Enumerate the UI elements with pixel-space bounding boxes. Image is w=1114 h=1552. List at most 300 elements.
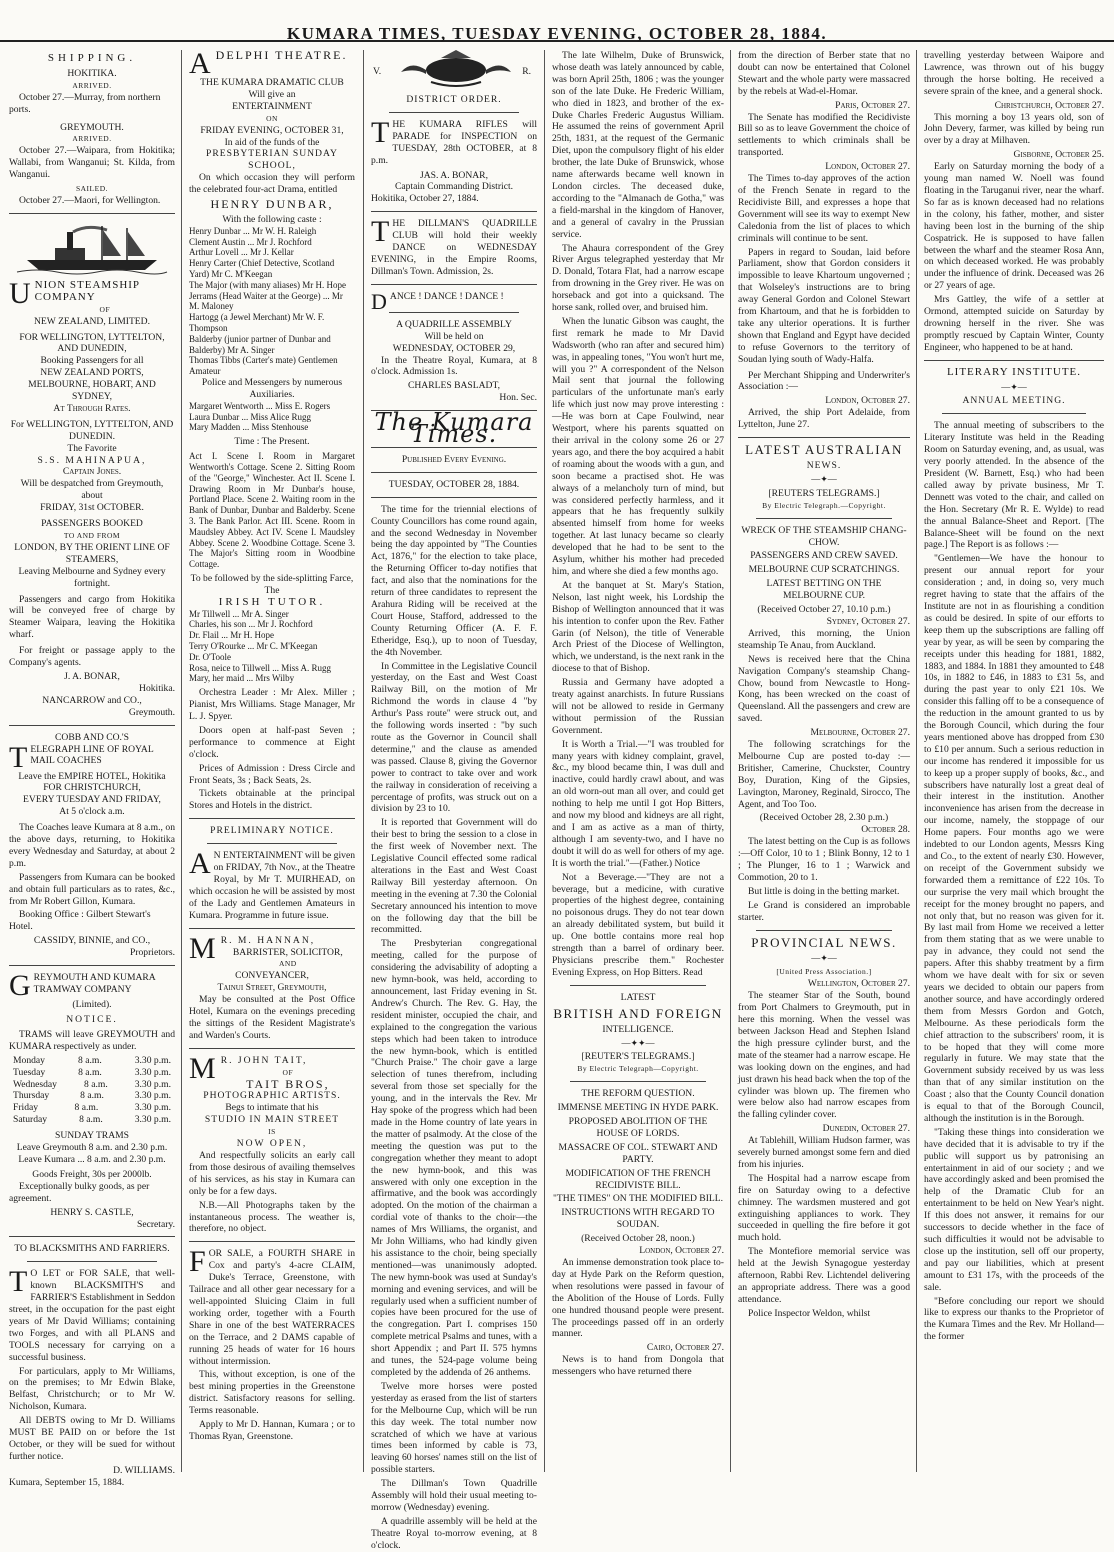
divider — [738, 437, 910, 438]
sailed-entry: October 27.—Maori, for Wellington. — [19, 194, 161, 206]
british-foreign-heading: BRITISH AND FOREIGN — [553, 1005, 723, 1021]
tickets: Tickets obtainable at the principal Stores and Hotels in the district. — [189, 788, 355, 812]
drop-cap: T — [9, 1265, 28, 1299]
drop-cap: D — [371, 288, 387, 314]
divider — [189, 1241, 355, 1242]
goods-bulky: Exceptionally bulky goods, as per agreement. — [9, 1180, 150, 1204]
dateline-melbourne: Melbourne, October 27. — [810, 727, 910, 739]
list-item: Laura Dunbar ... Miss Alice Rugg — [189, 411, 311, 422]
bonar-date: Hokitika, October 27, 1884. — [371, 193, 479, 205]
tram-am: 8 a.m. — [78, 1066, 102, 1078]
cobb-proprietors-label: Proprietors. — [129, 947, 175, 959]
sale-body: OR SALE, a FOURTH SHARE in Cox and party's 4-acre CLAIM, Duke's Terrace, Greenstone, with Tailrace and all other gear necessary for a well-appointed Sluicing Claim in full working order, together with a Fourth Share in one of the best WATERRACES on the Terrace, and 2 DAMS capable of running 25 heads of water for 16 hours without intermission. — [189, 1248, 355, 1367]
tram-pm: 3.30 p.m. — [134, 1090, 171, 1102]
article-tablehill: At Tablehill, William Hudson farmer, was severely burned amongst some fern and died from his injuries. — [738, 1135, 910, 1170]
sunday-1: Leave Greymouth 8 a.m. and 2.30 p.m. — [16, 1142, 168, 1154]
tram-day: Monday — [13, 1054, 45, 1066]
divider — [9, 725, 175, 726]
drop-cap: T — [371, 115, 390, 149]
tait-bros: TAIT BROS, — [246, 1076, 330, 1091]
freight-notice: For freight or passage apply to the Company's agents. — [9, 645, 175, 669]
tram-pm: 3.30 p.m. — [134, 1078, 171, 1090]
table-row — [9, 1067, 175, 1079]
tram-pm: 3.30 p.m. — [134, 1102, 171, 1114]
passengers-london: LONDON, BY THE ORIENT LINE OF STEAMERS, — [14, 541, 170, 565]
dance-heading: ANCE ! DANCE ! DANCE ! — [389, 290, 504, 302]
received-label-2: (Received October 28, 2.30 p.m.) — [759, 812, 889, 824]
dance-date: WEDNESDAY, OCTOBER 29, — [392, 342, 516, 354]
drop-cap: M — [189, 1051, 218, 1085]
drop-cap: T — [371, 215, 390, 249]
time-label: Time : The Present. — [234, 436, 310, 448]
list-item: Mary Madden ... Miss Stenhouse — [189, 422, 309, 433]
blacksmith-body-3: All DEBTS owing to Mr D. Williams MUST BE PAID on or before the 1st October, or they will be sued for without further notice. — [9, 1415, 175, 1462]
editorial-3: It is reported that Government will do their best to bring the session to a close in the first week of November next. The Legislative Council effected some radical alterations in the East and West Coast Railway Bill yesterday afternoon. On meeting in the evening at 7.30 the Colonial Secretary announced his intention to move on the following day that the bill be recommitted. — [371, 817, 537, 936]
divider — [189, 818, 355, 819]
article-waipore: travelling yesterday between Waipore and Lawrence, was thrown out of his buggy through the horse bolting. He received a severe sprain of the knee, and a general shock. — [924, 50, 1104, 97]
divider — [756, 518, 892, 519]
list-item: Rosa, neice to Tillwell ... Miss A. Rugg — [189, 662, 332, 673]
column-rule — [916, 50, 917, 1472]
union-ports: NEW ZEALAND PORTS, MELBOURNE, HOBART, AND SYDNEY, — [28, 367, 156, 403]
tram-am: 8 a.m. — [80, 1090, 104, 1102]
column-5 — [733, 50, 915, 1472]
subhead-1: WRECK OF THE STEAMSHIP CHANG-CHOW. — [741, 524, 907, 548]
bonar-name: JAS. A. BONAR, — [420, 169, 488, 181]
dateline-london: London, October 27. — [639, 1245, 724, 1257]
article-star-south: The steamer Star of the South, bound from Port Chalmers to Greymouth, put in here this morning. When the vessel was between Jackson Head and Stephen Island the high pressure cylinder burst, and the mate of the steamer had a narrow escape. He was looking down on the engines, and had just drawn his head back when the top of the cylinder was blown up. The firemen who were below also had narrow escapes from the falling cylinder cover. — [738, 990, 910, 1121]
divider — [942, 413, 1086, 414]
drop-cap: M — [189, 931, 218, 965]
dramatic-club: THE KUMARA DRAMATIC CLUB — [200, 77, 344, 88]
cast-list-3 — [189, 609, 355, 685]
union-booking: Booking Passengers for all — [40, 355, 144, 367]
list-item: The Major (with many aliases) Mr H. Hope — [189, 279, 346, 290]
cobb-body-2: Passengers from Kumara can be booked and obtain full particulars as to rates, &c., from Mr Robert Gillon, Kumara. — [9, 871, 175, 907]
presbyterian-school: PRESBYTERIAN SUNDAY SCHOOL, — [206, 148, 338, 172]
table-row — [9, 1090, 175, 1102]
divider — [371, 211, 537, 212]
dateline-london-2: London, October 27. — [825, 395, 910, 407]
tram-pm: 3.30 p.m. — [134, 1054, 171, 1066]
article-soudan: Papers in regard to Soudan, laid before Parliament, show that Gordon considers it impossible to leave Khartoum ungoverned ; that Wolseley's instructions are to bring away General Gordon and Colonel Stewart from Khartoum, and that he is forbidden to take any ulterior operations. It is further shown that England and Egypt have decided to refuse Governors to the territory of Soudan lying south of Wady-Halfa. — [738, 246, 910, 365]
subhead-4: LATEST BETTING ON THE MELBOURNE CUP. — [766, 578, 882, 602]
reuters-label: [REUTER'S TELEGRAMS.] — [581, 1051, 695, 1063]
tramway-body: TRAMS will leave GREYMOUTH and KUMARA respectively as under. — [9, 1028, 175, 1052]
column-rule — [544, 50, 545, 1472]
merchant-shipping: Per Merchant Shipping and Underwriter's Association :— — [738, 369, 910, 393]
dateline-gisborne: Gisborne, October 25. — [1013, 149, 1104, 161]
divider — [27, 1261, 157, 1262]
held-on: Will be held on — [424, 330, 484, 342]
divider — [924, 360, 1104, 361]
arrived-label: ARRIVED. — [72, 134, 112, 144]
volunteer-crest-icon — [371, 50, 541, 90]
article-montefiore: The Montefiore memorial service was held at the Jewish Synagogue yesterday afternoon, Rabbi Rev. Lichtendel delivering an appropriate address. There was a good attendance. — [738, 1246, 910, 1305]
followed-by: To be followed by the side-splitting Farce, The — [190, 572, 354, 596]
drop-cap: F — [189, 1245, 206, 1279]
hannan-address: Tainui Street, Greymouth, — [217, 982, 327, 994]
tram-am: 8 a.m. — [78, 1054, 102, 1066]
preliminary-body: N ENTERTAINMENT will be given on FRIDAY, 7th Nov., at the Theatre Royal, by Mr T. MUIRHEAD, on which occasion he will be assisted by most of the Lady and Gentlemen Amateurs in Kumara. Programme in future issue. — [189, 850, 355, 921]
table-row — [9, 1079, 175, 1091]
list-item: Jerrams (Head Waiter at the George) ... Mr M. Maloney — [189, 290, 343, 312]
greymouth-heading: GREYMOUTH. — [60, 121, 124, 133]
on-label: ON — [266, 113, 278, 123]
tram-day: Wednesday — [13, 1078, 57, 1090]
passengers-to: TO AND FROM — [63, 531, 121, 540]
column-rule — [181, 50, 182, 1472]
annual-meeting: ANNUAL MEETING. — [962, 395, 1066, 407]
reform-heading: THE REFORM QUESTION. — [581, 1088, 695, 1100]
crest-v: V. — [373, 66, 382, 77]
dateline-wellington: Wellington, October 27. — [807, 978, 910, 990]
divider — [9, 1236, 175, 1237]
list-item: Hartogg (a Jewel Merchant) Mr W. F. Thompson — [189, 312, 325, 334]
provincial-heading: PROVINCIAL NEWS. — [751, 934, 897, 950]
hokitika-entry: October 27.—Murray, from northern ports. — [9, 91, 161, 115]
paper-date: TUESDAY, OCTOBER 28, 1884. — [388, 478, 520, 490]
dateline-oct-28: October 28. — [861, 824, 910, 836]
list-item: Charles, his son ... Mr J. Rochford — [189, 619, 313, 630]
cobb-days: EVERY TUESDAY AND FRIDAY, — [23, 794, 161, 806]
article-betting-market: But little is doing in the betting market. — [748, 885, 900, 897]
cobb-line: ELEGRAPH LINE OF ROYAL MAIL COACHES — [30, 743, 154, 767]
article-gattley: Mrs Gattley, the wife of a settler at Ormond, attempted suicide on Saturday by drowning herself in the river. She was promptly rescued by Captain Winter, County Engineer, who happened to be at hand. — [924, 294, 1104, 353]
article-ahaura: The Ahaura correspondent of the Grey River Argus telegraphed yesterday that Mr D. Donald, Totara Flat, had a narrow escape from drowning in the Grey river. He was on horseback and got into a quicksand. The horse sank, rolled over, and bruised him. — [552, 242, 724, 314]
list-item: Arthur Lovell ... Mr J. Kellar — [189, 247, 294, 258]
divider — [389, 112, 519, 113]
literary-heading: LITERARY INSTITUTE. — [946, 365, 1082, 378]
received-label: (Received October 27, 10.10 p.m.) — [757, 604, 891, 616]
union-rates: At Through Rates. — [53, 402, 131, 414]
tramway-notice: NOTICE. — [66, 1014, 118, 1025]
dateline-dunedin: Dunedin, October 27. — [822, 1123, 910, 1135]
article-noell: Early on Saturday morning the body of a young man named W. Noell was found floating in the Taruganui river, near the wharf. So far as is known deceased had no relations in the colony, his father, mother, and sister having been lost in the burning of the ship Cospatrick. He is supposed to have fallen between the wharf and the steamer Rosa Ann, on which deceased worked. He was probably under the influence of drink. Deceased was 26 or 27 years of age. — [924, 161, 1104, 292]
sunday-2: Leave Kumara ... 8 a.m. and 2.30 p.m. — [18, 1153, 166, 1165]
union-despatch: Will be despatched from Greymouth, about — [20, 478, 164, 502]
column-rule — [363, 50, 364, 1472]
dateline-cairo: Cairo, October 27. — [646, 1342, 724, 1354]
list-item: Margaret Wentworth ... Miss E. Rogers — [189, 400, 331, 411]
subhead-1: IMMENSE MEETING IN HYDE PARK. — [557, 1102, 719, 1114]
cobb-proprietors: CASSIDY, BINNIE, and CO., — [33, 935, 151, 947]
article-te-anau: Arrived, this morning, the Union steamship Te Anau, from Auckland. — [738, 627, 910, 651]
drop-cap: G — [9, 969, 31, 1003]
hannan-name: R. M. HANNAN, — [220, 934, 316, 946]
advert-hop-bitters-1: It is Worth a Trial.—"I was troubled for many years with kidney complaint, gravel, &c., my blood became thin, I was dull and inactive, could hardly crawl about, and was an old worn-out man all over, and could get nothing to help me until I got Hop Bitters, and now my blood and kidneys are all right, and I am as active as a man of thirty, although I am seventy-two, and I have no doubt it will do as well for others of my age. It is worth the trial."—(Father.) Notice — [552, 738, 724, 869]
passengers-booked: PASSENGERS BOOKED — [41, 518, 143, 530]
steamship-icon — [17, 220, 167, 276]
acts: Act I. Scene I. Room in Margaret Wentworth's Cottage. Scene 2. Sitting Room of the "George," Winchester. Act II. Scene I. Drawing Room in Mr Dunbar's house, Portland Place. Scene 2. Waiting room in the Bank of Dunbar, Dunbar and Balderby. Scene 3. The Bank Parlor. Act III. Scene. Room in Maudsley Abbey. Act IV. Scene I. Maudsley Abbey. Scene 2. Woodbine Cottage. Scene 3. The Major's Sitting room in Woodbine Cottage. — [189, 451, 355, 570]
article-russia: Russia and Germany have adopted a treaty against anarchists. In future Russians will not be allowed to reside in Germany without permission of the Russian Government. — [552, 677, 724, 736]
column-1 — [4, 50, 180, 1488]
column-4 — [547, 50, 729, 1472]
subhead-3: MASSACRE OF COL. STEWART AND PARTY. — [558, 1141, 718, 1165]
subhead-5: "THE TIMES" ON THE MODIFIED BILL. — [552, 1193, 724, 1205]
agent-1: J. A. BONAR, — [64, 670, 120, 682]
basladt-title: Hon. Sec. — [499, 392, 537, 404]
secretary-name: HENRY S. CASTLE, — [50, 1206, 134, 1218]
list-item: Thomas Tibbs (Carter's mate) Gentlemen Amateur — [189, 355, 338, 377]
blacksmith-body: O LET or FOR SALE, that well-known BLACKSMITH'S and FARRIER'S Establishment in Seddon street, in the occupation for the past eight years of Mr David Williams; containing two Forges, and with all PLANS and TOOLS necessary for carrying on a successful business. — [9, 1268, 175, 1363]
list-item: Dr. Flail ... Mr H. Hope — [189, 630, 274, 641]
article-port-adelaide: Arrived, the ship Port Adelaide, from Lyttelton, June 27. — [738, 407, 910, 431]
passengers-leave: Leaving Melbourne and Sydney every fortnight. — [18, 565, 166, 589]
tait-begs: Begs to intimate that his — [225, 1102, 319, 1114]
list-item: Clement Austin ... Mr J. Rochford — [189, 236, 312, 247]
hannan-and: AND — [278, 959, 297, 969]
editorial-6: The Dillman's Town Quadrille Assembly will hold their usual meeting to-morrow (Wednesday) evening. — [371, 1478, 537, 1513]
article-hospital: The Hospital had a narrow escape from fire on Saturday owing to a defective chimney. The wardsmen mustered and got extinguishing appliances to work. They succeeded in quelling the fire before it got much hold. — [738, 1172, 910, 1244]
union-favorite: The Favorite — [67, 442, 117, 454]
rifles-notice: HE KUMARA RIFLES will PARADE for INSPECTION on TUESDAY, 28th OCTOBER, at 8 p.m. — [371, 118, 537, 166]
drop-cap: A — [189, 47, 213, 80]
list-item: Henry Dunbar ... Mr W. H. Raleigh — [189, 225, 317, 236]
article-brunswick: The late Wilhelm, Duke of Brunswick, whose death was lately announced by cable, was born April 25th, 1806 ; was the younger son of the late Duke. He Frederic William, who died in 1823, and brother of the ex-Duke Charles Frederic Augustus William. He assumed the reins of government April 25th, 1831, at the request of the Germanic Diet, upon the compulsory flight of his elder brother, the late Duke of Brunswick, whose name afterwards became well known in London circles. The deceased duke, according to the "Almanach de Gotha," was a field-marshal in the kingdom of Hanover, and a general of cavalry in the Prussian service. — [552, 50, 724, 240]
divider — [371, 284, 537, 285]
adelphi-title: DELPHI THEATRE. — [215, 48, 348, 62]
will-give: Will give an — [248, 88, 296, 100]
occasion: On which occasion they will perform the celebrated four-act Drama, entitled — [189, 172, 355, 196]
ornament: —✦— — [811, 952, 837, 963]
agent-2: NANCARROW and CO., — [42, 694, 142, 706]
union-nz: NEW ZEALAND, LIMITED. — [34, 315, 150, 327]
tait-open: NOW OPEN, — [236, 1138, 308, 1150]
tram-am: 8 a.m. — [79, 1114, 103, 1126]
hannan-title: BARRISTER, SOLICITOR, — [232, 946, 343, 958]
union-of: OF — [99, 304, 111, 314]
drop-cap: T — [9, 740, 28, 774]
article-senate: The Senate has modified the Recidiviste Bill so as to leave Government the choice of settlements to which criminals shall be transported. — [738, 111, 910, 159]
tait-body: And respectfully solicits an early call from those desirous of availing themselves of his services, as his stay in Kumara can only be for a few days. — [189, 1150, 355, 1197]
editorial-5: Twelve more horses were posted yesterday as erased from the list of starters for the Melbourne Cup, which will be run this day week. The total number now scratched of which we have at various times been informed by cable is 73, leaving 60 horses' names still on the list of possible starters. — [371, 1380, 537, 1476]
arrived-label: ARRIVED. — [72, 80, 112, 90]
divider — [756, 930, 892, 931]
cobb-body: The Coaches leave Kumara at 8 a.m., on the above days, returning, to Hokitika every Wednesday and Saturday, at about 2 p.m. — [9, 822, 175, 869]
article-bishop: At the banquet at St. Mary's Station, Nelson, last night week, his Lordship the Bishop of Wellington announced that it was his intention to confer upon the Rev. Father Garin (of Nelson), the title of Venerable Arch Priest of the Diocese of Wellington, which, we understand, is the next rank in the diocese to that of Bishop. — [552, 579, 724, 675]
article-le-grand: Le Grand is considered an improbable starter. — [738, 899, 910, 923]
tait-name: R. JOHN TAIT, — [220, 1054, 308, 1066]
hannan-body: May be consulted at the Post Office Hotel, Kumara on the evenings preceding the sittings of the Resident Magistrate's and Warden's Courts. — [189, 994, 355, 1041]
ornament: —✦— — [1001, 381, 1027, 392]
dateline-christchurch: Christchurch, October 27. — [994, 99, 1104, 111]
column-6 — [919, 50, 1109, 1472]
drop-cap: U — [9, 276, 32, 310]
list-item: Mary, her maid ... Mrs Wilby — [189, 673, 295, 684]
blacksmith-date: Kumara, September 15, 1884. — [9, 1476, 125, 1488]
cobb-heading: COBB AND CO.'S — [55, 731, 129, 743]
telegraph-copyright: By Electric Telegraph—Copyright. — [577, 1064, 699, 1074]
tait-is: IS — [268, 1127, 276, 1137]
agent-2-location: Greymouth. — [128, 706, 175, 718]
article-times: The Times to-day approves of the action of the French Senate in regard to the Recidiviste Bill, and expresses a hope that Government will see its way to exempt New Caledonia from the list of places to which criminals will continue to be sent. — [738, 173, 910, 244]
news-label: NEWS. — [806, 460, 842, 471]
article-gibson: When the lunatic Gibson was caught, the first remark he made to Mr David Wadsworth (who ran after and secured him) was, in appealing tones, "You won't hurt me, will you ?" A correspondent of the Nelson Mail sent that journal the following particulars of the unfortunate man's early life which just now may prove interesting :—He was born at Cape Foulwind, near Westport, where his parents squatted on their arrival in the colony some 26 or 27 years ago, and there the boy acquired a habit of roaming about the woods with a gun, and soon became a practised shot. He was always of a melancholy turn of mind, but was considered perfectly harmless, and it appears that he has frequently sulkily absented himself from home for weeks together. At last lunacy became so clearly developed that he had to be sent to the Asylum, whither his mother had preceded him, and where she died a few months ago. — [552, 315, 724, 577]
list-item: Balderby (junior partner of Dunbar and Balderby) Mr A. Singer — [189, 333, 331, 355]
farce-title: IRISH TUTOR. — [218, 595, 326, 608]
divider — [389, 312, 519, 313]
list-item: Henry Carter (Chief Detective, Scotland Yard) Mr C. M'Keegan — [189, 258, 335, 280]
passengers-cargo: Passengers and cargo from Hokitika will be conveyed free of charge by Steamer Waipara, leaving the Hokitika wharf. — [9, 593, 175, 641]
cast-list-2 — [189, 401, 355, 433]
divider — [189, 928, 355, 929]
dateline-london: London, October 27. — [825, 161, 910, 173]
secretary-label: Secretary. — [137, 1218, 175, 1230]
tramway-title: REYMOUTH AND KUMARA TRAMWAY COMPANY — [33, 972, 156, 995]
doors: Doors open at half-past Seven ; performance to commence at Eight o'clock. — [189, 724, 355, 760]
cast-list — [189, 226, 355, 377]
prices: Prices of Admission : Dress Circle and Front Seats, 3s ; Back Seats, 2s. — [189, 762, 355, 786]
cobb-for: FOR CHRISTCHURCH, — [43, 782, 141, 794]
subhead-2: PASSENGERS AND CREW SAVED. — [750, 550, 898, 562]
tram-pm: 3.30 p.m. — [134, 1114, 171, 1126]
article-scratchings: The following scratchings for the Melbourne Cup are posted to-day :—Britisher, Camerine, Chuckster, Country Boy, Duration, King of the Gipsies, Lavington, Maroney, Reginald, Sirocco, The Agent, and Too Too. — [738, 739, 910, 810]
tait-nb: N.B.—All Photographs taken by the instantaneous process. The weather is, therefore, no object. — [189, 1199, 355, 1235]
event-date: FRIDAY EVENING, OCTOBER 31, — [200, 124, 344, 136]
cast-heading: With the following caste : — [222, 213, 322, 225]
list-item: Dr. O'Toole — [189, 651, 231, 662]
literary-report-2: "Taking these things into consideration we have decided that it is advisable to try if the public will support us by patronising an entertainment in aid of our society ; and we have accordingly asked and been promised the help of the Dramatic Club for an entertainment to be held on New Year's night. If this does not answer, it remains for our successors to decide whether in the face of such difficulties it would not be advisable to close up the institution, sell off our property, and pay our liabilities, which at present amount to £31 17s, with the proceeds of the sale. — [924, 1126, 1104, 1293]
tram-timetable — [9, 1055, 175, 1126]
dance-theatre: In the Theatre Royal, Kumara, at 8 o'clock. Admission 1s. — [371, 354, 537, 378]
goods-freight: Goods Freight, 30s per 2000lb. — [32, 1168, 152, 1180]
divider — [570, 1081, 706, 1082]
union-captain: Captain Jones. — [62, 466, 122, 478]
masthead — [0, 0, 1114, 42]
list-item: Terry O'Rourke ... Mr C. M'Keegan — [189, 641, 318, 652]
tram-day: Friday — [13, 1102, 39, 1114]
editorial-7: A quadrille assembly will be held at the Theatre Royal to-morrow evening, at 8 o'clock. — [371, 1515, 537, 1551]
published-every-evening: Published Every Evening. — [401, 453, 507, 465]
union-ship-name: S.S. MAHINAPUA, — [37, 454, 147, 466]
tram-day: Thursday — [13, 1090, 50, 1102]
drop-cap: A — [189, 847, 211, 881]
divider — [570, 985, 706, 986]
tait-of: OF — [282, 1067, 294, 1077]
union-for-1: FOR WELLINGTON, LYTTELTON, AND DUNEDIN, — [19, 331, 165, 355]
article-weldon: Police Inspector Weldon, whilst — [748, 1307, 871, 1319]
list-item: Mr Tillwell ... Mr A. Singer — [189, 608, 289, 619]
orchestra: Orchestra Leader : Mr Alex. Miller ; Pianist, Mrs Williams. Stage Manager, Mr L. J. Spyer. — [189, 687, 355, 723]
literary-report-3: "Before concluding our report we should like to express our thanks to the Proprietor of the Kumara Times and the Rev. Mr Holland—the former — [924, 1295, 1104, 1343]
in-aid: In aid of the funds of the — [224, 136, 320, 148]
received-label: (Received October 28, noon.) — [581, 1233, 695, 1245]
column-2 — [184, 47, 360, 1472]
cobb-time: At 5 o'clock a.m. — [59, 806, 125, 818]
agent-1-location: Hokitika. — [139, 682, 175, 694]
union-date: FRIDAY, 31st OCTOBER. — [40, 502, 144, 514]
masthead-title: KUMARA TIMES, TUESDAY EVENING, OCTOBER 28, 1884. — [286, 24, 828, 43]
divider — [371, 497, 537, 498]
divider — [207, 843, 337, 844]
column-rule — [730, 50, 731, 1472]
union-company-title: NION STEAMSHIP COMPANY — [34, 278, 140, 303]
subhead-3: MELBOURNE CUP SCRATCHINGS. — [748, 564, 900, 576]
advert-hop-bitters-2: Not a Beverage.—"They are not a beverage, but a medicine, with curative properties of the highest degree, containing no poisonous drugs. They do not tear down an already debilitated system, but build it up. One bottle contains more real hop strength than a barrel of ordinary beer. Physicians prescribe them." Rochester Evening Express, on Hop Bitters. Read — [552, 871, 724, 978]
united-press: [United Press Association.] — [776, 967, 872, 977]
tram-day: Tuesday — [13, 1066, 46, 1078]
sailed-label: SAILED. — [75, 184, 109, 194]
article-devery: This morning a boy 13 years old, son of John Devery, farmer, was killed by being run over by a dray at Milhaven. — [924, 111, 1104, 147]
table-row — [9, 1102, 175, 1114]
tram-am: 8 a.m. — [84, 1078, 108, 1090]
quadrille-assembly: A QUADRILLE ASSEMBLY — [396, 318, 512, 330]
tramway-limited: (Limited). — [72, 999, 112, 1011]
blacksmith-signature: D. WILLIAMS. — [113, 1464, 175, 1476]
dateline-paris: Paris, October 27. — [835, 99, 910, 111]
play-title: HENRY DUNBAR, — [210, 197, 334, 212]
article-chang-chow: News is received here that the China Navigation Company's steamship Chang-Chow, bound from Newcastle to Hong-Kong, has been wrecked on the coast of Queensland. All the passengers and crew are saved. — [738, 653, 910, 725]
article-dongola: News is to hand from Dongola that messengers who have returned there — [552, 1354, 724, 1378]
hokitika-heading: HOKITIKA. — [67, 67, 117, 79]
telegraph-copyright: By Electric Telegraph.—Copyright. — [762, 500, 886, 510]
tram-day: Saturday — [13, 1114, 48, 1126]
entertainment: ENTERTAINMENT — [232, 100, 312, 112]
subhead-2: PROPOSED ABOLITION OF THE HOUSE OF LORDS. — [568, 1116, 708, 1139]
subhead-6: INSTRUCTIONS WITH REGARD TO SOUDAN. — [561, 1207, 715, 1231]
divider — [9, 965, 175, 966]
subhead-4: MODIFICATION OF THE FRENCH RECIDIVISTE BILL. — [565, 1167, 711, 1191]
divider — [189, 1048, 355, 1049]
sale-body-2: This, without exception, is one of the best mining properties in the Greenstone district. Satisfactory reasons for selling. Terms reasonable. — [189, 1369, 355, 1417]
shipping-heading: SHIPPING. — [47, 52, 137, 64]
article-hyde-park: An immense demonstration took place to-day at Hyde Park on the Reform question, when resolutions were passed in favour of the Abolition of the House of Lords. Fully one hundred thousand people were present. The proceedings passed off in an orderly manner. — [552, 1257, 724, 1340]
blacksmith-body-2: For particulars, apply to Mr Williams, on the premises; to Mr Edwin Blake, Belfast, Christchurch; or to Mr W. Nicholson, Kumara. — [9, 1365, 175, 1413]
ornament: —✦✦— — [621, 1037, 655, 1048]
police-note: Police and Messengers by numerous Auxiliaries. — [201, 377, 343, 400]
basladt-name: CHARLES BASLADT, — [407, 380, 501, 392]
paper-title: The Kumara Times. — [374, 408, 534, 449]
cobb-booking: Booking Office : Gilbert Stewart's Hotel. — [9, 909, 151, 933]
column-3 — [366, 50, 542, 1551]
reuters-label: [REUTERS TELEGRAMS.] — [768, 487, 880, 499]
editorial-4: The Presbyterian congregational meeting, called for the purpose of considering the advisability of adopting a new hymn-book, was held, according to announcement, last Friday evening in St. Andrew's Church. The Rev. G. Hay, the resident minister, occupied the chair, and explained to the congregation the various steps which had been taken to introduce the new hymn-book, which is entitled "Church Praise." The choir gave a large selection of tunes therefrom, including several from those set specially for the young, and in the intervals the Rev. Mr Hay spoke of the progress which had been made in the Home country of late years in the matter of psalmody. At the close of the meeting the question was put to the congregation whether they meant to adopt the new hymn-book, and this was answered with only one exception in the affirmative, and the book was accordingly adopted. On the motion of the chairman a cordial vote of thanks to the choir—the names of Mrs Williams, the organist, and Mr John Williams, who had kindly given his assistance to the choir, being specially mentioned—was unanimously adopted. The new hymn-book was used at Sunday's morning and evening services, and will be regularly used when a sufficient number of copies have been procured for the use of the congregation. Part I. comprises 150 complete metrical Psalms and tunes, with a short Appendix ; and Part II. 575 hymns and tunes, the 524-page volume being completed by the addenda of 26 anthems. — [371, 938, 537, 1378]
district-order: DISTRICT ORDER. — [406, 94, 502, 105]
sunday-trams: SUNDAY TRAMS — [54, 1130, 130, 1142]
tait-studio: STUDIO IN MAIN STREET — [204, 1114, 340, 1126]
tram-am: 8 a.m. — [74, 1102, 99, 1114]
cobb-leave: Leave the EMPIRE HOTEL, Hokitika — [18, 770, 166, 782]
blacksmith-title: TO BLACKSMITHS AND FARRIERS. — [14, 1243, 170, 1255]
tram-pm: 3.30 p.m. — [134, 1066, 171, 1078]
latest-label: LATEST — [620, 991, 656, 1003]
ornament: —✦— — [811, 473, 837, 484]
tait-artists: PHOTOGRAPHIC ARTISTS. — [203, 1090, 341, 1102]
quadrille-notice: HE DILLMAN'S QUADRILLE CLUB will hold their weekly DANCE on WEDNESDAY EVENING, in the Empire Rooms, Dillman's Town. Admission, 2s. — [371, 218, 537, 277]
sale-body-3: Apply to Mr D. Hannan, Kumara ; or to Thomas Ryan, Greenstone. — [189, 1419, 355, 1442]
bonar-title: Captain Commanding District. — [394, 181, 514, 193]
dateline-sydney: Sydney, October 27. — [826, 615, 910, 627]
table-row — [9, 1055, 175, 1067]
article-berber: from the direction of Berber state that no doubt can now be entertained that Colonel Stewart and the whole party were massacred by the rebels at Wad-el-Homar. — [738, 50, 910, 97]
article-betting: The latest betting on the Cup is as follows :—Off Color, 10 to 1 ; Blink Bonny, 12 to 1 ; The Plunger, 16 to 1 ; Warwick and Commotion, 20 to 1. — [738, 836, 910, 883]
preliminary-title: PRELIMINARY NOTICE. — [210, 825, 334, 837]
divider — [9, 213, 175, 214]
divider — [371, 472, 537, 473]
table-row — [9, 1114, 175, 1126]
intelligence-label: INTELLIGENCE. — [602, 1023, 674, 1035]
union-for-2: For WELLINGTON, LYTTELTON, AND DUNEDIN. — [10, 418, 174, 442]
literary-report: "Gentlemen—We have the honour to present our annual report for your consideration ; and, in doing so, very much regret having to state that the affairs of the Institute are not in as flourishing a condition as could be desired. In spite of our efforts to keep them up the subscriptions are falling off year by year, as will be seen by comparing the receipts under this heading for 1881, 1882, 1883, and 1884. In 1881 they amounted to £48 10s, in 1882 to £46, in 1883 to £31 5s, and during the past year to only £21 10s. We consider this falling off to be a consequence of the reduction in the amount granted to us by the Borough Council, which during the four years mentioned above has dropped from £30 to £10 per annum. Such a serious reduction in our income has rendered it impossible for us to keep up a proper supply of books, &c., and subscribers have naturally lost a great deal of their interest in the institution. Another inconvenience has arisen from the decrease in our income, namely, the stoppage of our Home papers. Four months ago we were indebted to our London agents, Messrs King and Co., to the extent of nearly £30. However, on receipt of the Government subsidy we forwarded them a remittance of £22 10s. To our surprise the very mail which brought the receipt for the money brought no papers, and not only that, but no reason was given for it. By last mail from Home we received a letter from them stating that as we were unable to pay in advance, they could not send the papers. After this shabby treatment by a firm whom we have dealt with for six or seven years we decided to obtain our papers from another source, and have accordingly ordered them from Messrs Gordon and Gotch, Melbourne. As these periodicals form the chief attraction to the subscribers' room, it is to be hoped that they will come more regularly in future. We may state that the Government subsidy received by us was less than that of any similar institution on the Coast ; also that the County Council donation is equal to that of the Borough Council, although the institution is in the Borough. — [924, 553, 1104, 1124]
hannan-conveyancer: CONVEYANCER, — [235, 970, 309, 982]
editorial-2: In Committee in the Legislative Council yesterday, on the East and West Coast Railway Bill, on the motion of Mr Richmond the words in clause 4 "by Arthur's Pass route" were struck out, and the following words inserted : "by such route as the Governor in Council shall determine," and the clause as amended was passed. Clause 8, giving the Governor power to contract to take over and work the railway in consideration of receiving a percentage of profits, was struck out on a division by 23 to 10. — [371, 660, 537, 815]
crest-r: R. — [522, 66, 531, 77]
literary-p1: The annual meeting of subscribers to the Literary Institute was held in the Reading Room on Saturday evening, and, as usual, was very poorly attended. In the absence of the President (W. Barnett, Esq.) who had been called away by private business, Mr T. Dennett was voted to the chair, and called on the Hon. Secretary (Mr R. E. Wylde) to read the annual Balance-Sheet and Report. [The Balance-Sheet will be found on the next page.] The Report is as follows :— — [924, 420, 1104, 551]
australian-heading: LATEST AUSTRALIAN — [745, 442, 903, 458]
greymouth-entry: October 27.—Waipara, from Hokitika; Wallabi, from Wanganui; St. Kilda, from Wanganui. — [9, 145, 175, 181]
editorial-1: The time for the triennial elections of County Councillors has come round again, and the second Wednesday in November being the day appointed by "The Counties Act, 1876," for the election to take place, the Returning Officer to-day notifies that fact, and also that the nominations for the return of three candidates to represent the Arahura Riding will be received at the Court House, Stafford, addressed to the County Returning Officer (A. F. F. Etheridge, Esq.), up to noon of Tuesday, the 4th November. — [371, 503, 537, 658]
